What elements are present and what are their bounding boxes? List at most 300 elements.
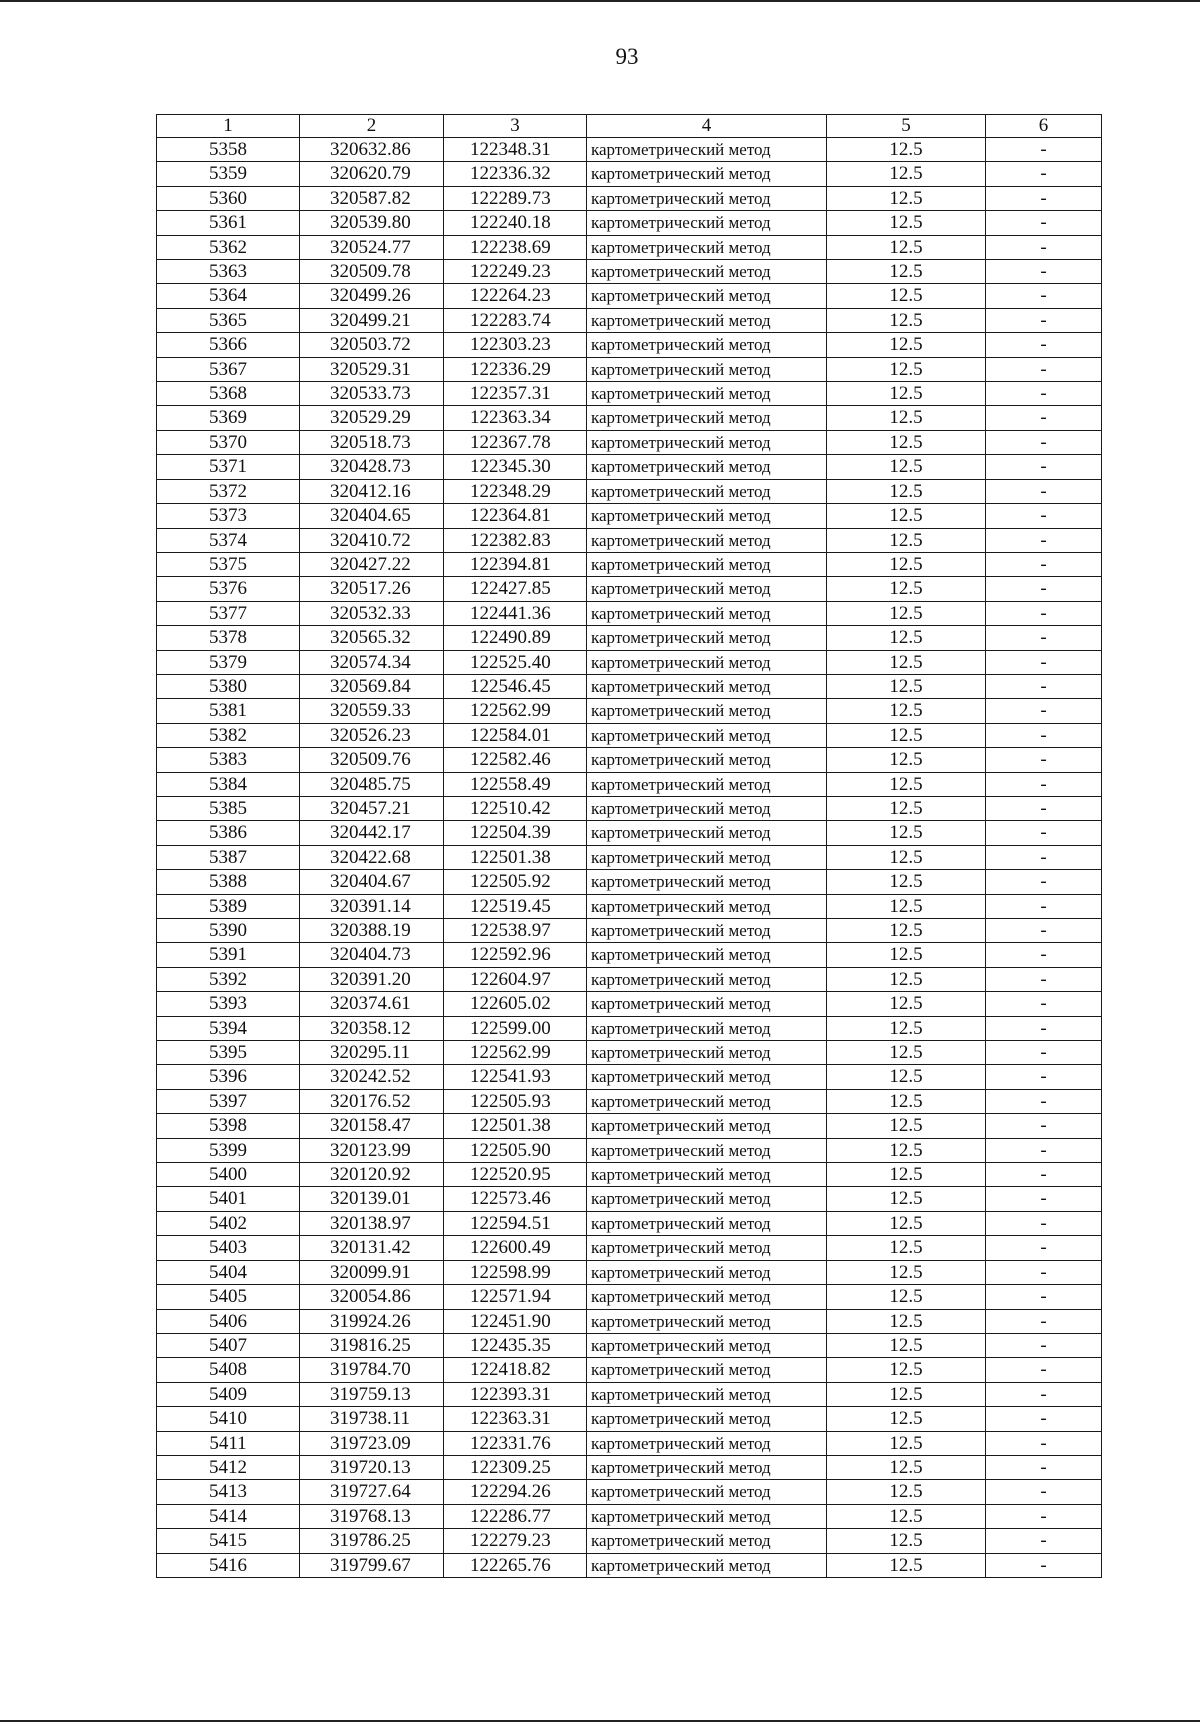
accuracy-cell: 12.5 — [827, 1260, 986, 1284]
table-row — [157, 943, 1102, 967]
table-row — [157, 967, 1102, 991]
method-cell: картометрический метод — [587, 943, 827, 967]
accuracy-cell: 12.5 — [827, 674, 986, 698]
table-row — [157, 1138, 1102, 1162]
table-row — [157, 1089, 1102, 1113]
y-coordinate-cell: 122525.40 — [444, 650, 587, 674]
y-coordinate-cell: 122510.42 — [444, 796, 587, 820]
point-number-cell: 5367 — [157, 357, 300, 381]
x-coordinate-cell: 319768.13 — [300, 1504, 444, 1528]
method-cell: картометрический метод — [587, 1163, 827, 1187]
point-number-cell: 5408 — [157, 1358, 300, 1382]
description-cell: - — [986, 1041, 1102, 1065]
column-header: 3 — [444, 115, 587, 138]
method-cell: картометрический метод — [587, 211, 827, 235]
x-coordinate-cell: 320158.47 — [300, 1114, 444, 1138]
accuracy-cell: 12.5 — [827, 845, 986, 869]
accuracy-cell: 12.5 — [827, 1358, 986, 1382]
method-cell: картометрический метод — [587, 1236, 827, 1260]
x-coordinate-cell: 320485.75 — [300, 772, 444, 796]
y-coordinate-cell: 122364.81 — [444, 504, 587, 528]
table-row — [157, 1529, 1102, 1553]
method-cell: картометрический метод — [587, 552, 827, 576]
description-cell: - — [986, 577, 1102, 601]
table-row — [157, 1504, 1102, 1528]
accuracy-cell: 12.5 — [827, 260, 986, 284]
description-cell: - — [986, 1333, 1102, 1357]
point-number-cell: 5406 — [157, 1309, 300, 1333]
point-number-cell: 5375 — [157, 552, 300, 576]
description-cell: - — [986, 211, 1102, 235]
table-row — [157, 1309, 1102, 1333]
method-cell: картометрический метод — [587, 1285, 827, 1309]
method-cell: картометрический метод — [587, 1358, 827, 1382]
coordinates-table — [156, 114, 1102, 1578]
method-cell: картометрический метод — [587, 430, 827, 454]
accuracy-cell: 12.5 — [827, 333, 986, 357]
method-cell: картометрический метод — [587, 455, 827, 479]
x-coordinate-cell: 320565.32 — [300, 626, 444, 650]
x-coordinate-cell: 320138.97 — [300, 1211, 444, 1235]
x-coordinate-cell: 319799.67 — [300, 1553, 444, 1577]
y-coordinate-cell: 122394.81 — [444, 552, 587, 576]
description-cell: - — [986, 1358, 1102, 1382]
y-coordinate-cell: 122562.99 — [444, 1041, 587, 1065]
point-number-cell: 5377 — [157, 601, 300, 625]
method-cell: картометрический метод — [587, 1138, 827, 1162]
x-coordinate-cell: 320404.65 — [300, 504, 444, 528]
description-cell: - — [986, 333, 1102, 357]
description-cell: - — [986, 186, 1102, 210]
y-coordinate-cell: 122598.99 — [444, 1260, 587, 1284]
method-cell: картометрический метод — [587, 1382, 827, 1406]
point-number-cell: 5363 — [157, 260, 300, 284]
x-coordinate-cell: 320503.72 — [300, 333, 444, 357]
point-number-cell: 5388 — [157, 870, 300, 894]
method-cell: картометрический метод — [587, 748, 827, 772]
description-cell: - — [986, 1211, 1102, 1235]
accuracy-cell: 12.5 — [827, 235, 986, 259]
method-cell: картометрический метод — [587, 894, 827, 918]
table-row — [157, 1187, 1102, 1211]
y-coordinate-cell: 122279.23 — [444, 1529, 587, 1553]
point-number-cell: 5398 — [157, 1114, 300, 1138]
point-number-cell: 5362 — [157, 235, 300, 259]
x-coordinate-cell: 320388.19 — [300, 919, 444, 943]
table-header-row — [157, 115, 1102, 138]
y-coordinate-cell: 122519.45 — [444, 894, 587, 918]
table-row — [157, 601, 1102, 625]
page-top-edge — [0, 0, 1200, 2]
x-coordinate-cell: 319727.64 — [300, 1480, 444, 1504]
point-number-cell: 5378 — [157, 626, 300, 650]
point-number-cell: 5411 — [157, 1431, 300, 1455]
description-cell: - — [986, 699, 1102, 723]
description-cell: - — [986, 1529, 1102, 1553]
x-coordinate-cell: 320574.34 — [300, 650, 444, 674]
accuracy-cell: 12.5 — [827, 430, 986, 454]
x-coordinate-cell: 320391.20 — [300, 967, 444, 991]
description-cell: - — [986, 406, 1102, 430]
point-number-cell: 5365 — [157, 308, 300, 332]
method-cell: картометрический метод — [587, 1553, 827, 1577]
method-cell: картометрический метод — [587, 406, 827, 430]
method-cell: картометрический метод — [587, 919, 827, 943]
y-coordinate-cell: 122504.39 — [444, 821, 587, 845]
y-coordinate-cell: 122582.46 — [444, 748, 587, 772]
y-coordinate-cell: 122538.97 — [444, 919, 587, 943]
method-cell: картометрический метод — [587, 626, 827, 650]
method-cell: картометрический метод — [587, 1504, 827, 1528]
description-cell: - — [986, 601, 1102, 625]
description-cell: - — [986, 528, 1102, 552]
description-cell: - — [986, 504, 1102, 528]
x-coordinate-cell: 320620.79 — [300, 162, 444, 186]
y-coordinate-cell: 122286.77 — [444, 1504, 587, 1528]
x-coordinate-cell: 320517.26 — [300, 577, 444, 601]
table-row — [157, 1480, 1102, 1504]
accuracy-cell: 12.5 — [827, 479, 986, 503]
y-coordinate-cell: 122451.90 — [444, 1309, 587, 1333]
point-number-cell: 5415 — [157, 1529, 300, 1553]
x-coordinate-cell: 320242.52 — [300, 1065, 444, 1089]
accuracy-cell: 12.5 — [827, 455, 986, 479]
method-cell: картометрический метод — [587, 1065, 827, 1089]
accuracy-cell: 12.5 — [827, 1407, 986, 1431]
accuracy-cell: 12.5 — [827, 1553, 986, 1577]
method-cell: картометрический метод — [587, 967, 827, 991]
table-body — [157, 138, 1102, 1578]
x-coordinate-cell: 320559.33 — [300, 699, 444, 723]
point-number-cell: 5395 — [157, 1041, 300, 1065]
description-cell: - — [986, 382, 1102, 406]
point-number-cell: 5360 — [157, 186, 300, 210]
accuracy-cell: 12.5 — [827, 699, 986, 723]
description-cell: - — [986, 260, 1102, 284]
x-coordinate-cell: 320533.73 — [300, 382, 444, 406]
description-cell: - — [986, 845, 1102, 869]
column-header: 4 — [587, 115, 827, 138]
point-number-cell: 5374 — [157, 528, 300, 552]
description-cell: - — [986, 1553, 1102, 1577]
table-row — [157, 772, 1102, 796]
method-cell: картометрический метод — [587, 1016, 827, 1040]
accuracy-cell: 12.5 — [827, 772, 986, 796]
accuracy-cell: 12.5 — [827, 308, 986, 332]
point-number-cell: 5364 — [157, 284, 300, 308]
x-coordinate-cell: 320529.31 — [300, 357, 444, 381]
table-row — [157, 1431, 1102, 1455]
y-coordinate-cell: 122336.29 — [444, 357, 587, 381]
accuracy-cell: 12.5 — [827, 1138, 986, 1162]
point-number-cell: 5394 — [157, 1016, 300, 1040]
point-number-cell: 5376 — [157, 577, 300, 601]
description-cell: - — [986, 1504, 1102, 1528]
y-coordinate-cell: 122520.95 — [444, 1163, 587, 1187]
method-cell: картометрический метод — [587, 284, 827, 308]
y-coordinate-cell: 122501.38 — [444, 1114, 587, 1138]
description-cell: - — [986, 1089, 1102, 1113]
y-coordinate-cell: 122505.90 — [444, 1138, 587, 1162]
point-number-cell: 5399 — [157, 1138, 300, 1162]
accuracy-cell: 12.5 — [827, 211, 986, 235]
description-cell: - — [986, 1163, 1102, 1187]
table-row — [157, 357, 1102, 381]
description-cell: - — [986, 308, 1102, 332]
method-cell: картометрический метод — [587, 674, 827, 698]
point-number-cell: 5373 — [157, 504, 300, 528]
description-cell: - — [986, 1285, 1102, 1309]
accuracy-cell: 12.5 — [827, 577, 986, 601]
point-number-cell: 5401 — [157, 1187, 300, 1211]
x-coordinate-cell: 320442.17 — [300, 821, 444, 845]
table-row — [157, 894, 1102, 918]
accuracy-cell: 12.5 — [827, 723, 986, 747]
point-number-cell: 5384 — [157, 772, 300, 796]
x-coordinate-cell: 320123.99 — [300, 1138, 444, 1162]
table-row — [157, 577, 1102, 601]
y-coordinate-cell: 122249.23 — [444, 260, 587, 284]
column-header: 5 — [827, 115, 986, 138]
y-coordinate-cell: 122490.89 — [444, 626, 587, 650]
method-cell: картометрический метод — [587, 1529, 827, 1553]
table-row — [157, 1260, 1102, 1284]
description-cell: - — [986, 894, 1102, 918]
description-cell: - — [986, 455, 1102, 479]
point-number-cell: 5392 — [157, 967, 300, 991]
x-coordinate-cell: 320499.21 — [300, 308, 444, 332]
y-coordinate-cell: 122558.49 — [444, 772, 587, 796]
x-coordinate-cell: 319720.13 — [300, 1455, 444, 1479]
accuracy-cell: 12.5 — [827, 504, 986, 528]
table-row — [157, 382, 1102, 406]
x-coordinate-cell: 320099.91 — [300, 1260, 444, 1284]
x-coordinate-cell: 320499.26 — [300, 284, 444, 308]
x-coordinate-cell: 320569.84 — [300, 674, 444, 698]
y-coordinate-cell: 122418.82 — [444, 1358, 587, 1382]
accuracy-cell: 12.5 — [827, 601, 986, 625]
point-number-cell: 5379 — [157, 650, 300, 674]
x-coordinate-cell: 319924.26 — [300, 1309, 444, 1333]
description-cell: - — [986, 284, 1102, 308]
table-row — [157, 845, 1102, 869]
table-row — [157, 406, 1102, 430]
x-coordinate-cell: 319784.70 — [300, 1358, 444, 1382]
description-cell: - — [986, 796, 1102, 820]
table-row — [157, 284, 1102, 308]
description-cell: - — [986, 357, 1102, 381]
method-cell: картометрический метод — [587, 1480, 827, 1504]
y-coordinate-cell: 122441.36 — [444, 601, 587, 625]
accuracy-cell: 12.5 — [827, 1333, 986, 1357]
y-coordinate-cell: 122435.35 — [444, 1333, 587, 1357]
table-row — [157, 430, 1102, 454]
x-coordinate-cell: 320524.77 — [300, 235, 444, 259]
point-number-cell: 5391 — [157, 943, 300, 967]
method-cell: картометрический метод — [587, 1187, 827, 1211]
method-cell: картометрический метод — [587, 333, 827, 357]
x-coordinate-cell: 320176.52 — [300, 1089, 444, 1113]
table-row — [157, 699, 1102, 723]
method-cell: картометрический метод — [587, 723, 827, 747]
accuracy-cell: 12.5 — [827, 1187, 986, 1211]
description-cell: - — [986, 919, 1102, 943]
table-row — [157, 870, 1102, 894]
accuracy-cell: 12.5 — [827, 186, 986, 210]
description-cell: - — [986, 479, 1102, 503]
point-number-cell: 5412 — [157, 1455, 300, 1479]
accuracy-cell: 12.5 — [827, 626, 986, 650]
table-row — [157, 723, 1102, 747]
description-cell: - — [986, 650, 1102, 674]
accuracy-cell: 12.5 — [827, 1114, 986, 1138]
table-row — [157, 552, 1102, 576]
description-cell: - — [986, 943, 1102, 967]
method-cell: картометрический метод — [587, 870, 827, 894]
accuracy-cell: 12.5 — [827, 1041, 986, 1065]
x-coordinate-cell: 320374.61 — [300, 992, 444, 1016]
column-header: 6 — [986, 115, 1102, 138]
table-row — [157, 1333, 1102, 1357]
method-cell: картометрический метод — [587, 235, 827, 259]
accuracy-cell: 12.5 — [827, 1480, 986, 1504]
accuracy-cell: 12.5 — [827, 357, 986, 381]
method-cell: картометрический метод — [587, 1260, 827, 1284]
description-cell: - — [986, 748, 1102, 772]
accuracy-cell: 12.5 — [827, 1285, 986, 1309]
description-cell: - — [986, 1016, 1102, 1040]
accuracy-cell: 12.5 — [827, 1211, 986, 1235]
x-coordinate-cell: 320422.68 — [300, 845, 444, 869]
description-cell: - — [986, 992, 1102, 1016]
method-cell: картометрический метод — [587, 479, 827, 503]
accuracy-cell: 12.5 — [827, 821, 986, 845]
y-coordinate-cell: 122238.69 — [444, 235, 587, 259]
table-row — [157, 308, 1102, 332]
table-row — [157, 1163, 1102, 1187]
table-row — [157, 1455, 1102, 1479]
x-coordinate-cell: 319723.09 — [300, 1431, 444, 1455]
point-number-cell: 5409 — [157, 1382, 300, 1406]
point-number-cell: 5413 — [157, 1480, 300, 1504]
point-number-cell: 5414 — [157, 1504, 300, 1528]
y-coordinate-cell: 122348.29 — [444, 479, 587, 503]
method-cell: картометрический метод — [587, 504, 827, 528]
accuracy-cell: 12.5 — [827, 552, 986, 576]
x-coordinate-cell: 320532.33 — [300, 601, 444, 625]
description-cell: - — [986, 967, 1102, 991]
accuracy-cell: 12.5 — [827, 1089, 986, 1113]
method-cell: картометрический метод — [587, 186, 827, 210]
table-row — [157, 1041, 1102, 1065]
y-coordinate-cell: 122505.92 — [444, 870, 587, 894]
y-coordinate-cell: 122309.25 — [444, 1455, 587, 1479]
method-cell: картометрический метод — [587, 992, 827, 1016]
x-coordinate-cell: 320526.23 — [300, 723, 444, 747]
x-coordinate-cell: 319759.13 — [300, 1382, 444, 1406]
x-coordinate-cell: 320404.67 — [300, 870, 444, 894]
point-number-cell: 5387 — [157, 845, 300, 869]
accuracy-cell: 12.5 — [827, 1455, 986, 1479]
description-cell: - — [986, 1382, 1102, 1406]
point-number-cell: 5385 — [157, 796, 300, 820]
y-coordinate-cell: 122265.76 — [444, 1553, 587, 1577]
description-cell: - — [986, 162, 1102, 186]
accuracy-cell: 12.5 — [827, 992, 986, 1016]
x-coordinate-cell: 320295.11 — [300, 1041, 444, 1065]
x-coordinate-cell: 320428.73 — [300, 455, 444, 479]
x-coordinate-cell: 320509.78 — [300, 260, 444, 284]
accuracy-cell: 12.5 — [827, 1236, 986, 1260]
description-cell: - — [986, 870, 1102, 894]
description-cell: - — [986, 772, 1102, 796]
method-cell: картометрический метод — [587, 1211, 827, 1235]
accuracy-cell: 12.5 — [827, 1504, 986, 1528]
method-cell: картометрический метод — [587, 1333, 827, 1357]
description-cell: - — [986, 430, 1102, 454]
accuracy-cell: 12.5 — [827, 967, 986, 991]
table-row — [157, 211, 1102, 235]
method-cell: картометрический метод — [587, 1089, 827, 1113]
point-number-cell: 5386 — [157, 821, 300, 845]
y-coordinate-cell: 122393.31 — [444, 1382, 587, 1406]
accuracy-cell: 12.5 — [827, 1163, 986, 1187]
y-coordinate-cell: 122336.32 — [444, 162, 587, 186]
table-row — [157, 1285, 1102, 1309]
y-coordinate-cell: 122240.18 — [444, 211, 587, 235]
accuracy-cell: 12.5 — [827, 162, 986, 186]
x-coordinate-cell: 319738.11 — [300, 1407, 444, 1431]
x-coordinate-cell: 319786.25 — [300, 1529, 444, 1553]
y-coordinate-cell: 122363.31 — [444, 1407, 587, 1431]
description-cell: - — [986, 1065, 1102, 1089]
table-row — [157, 992, 1102, 1016]
point-number-cell: 5400 — [157, 1163, 300, 1187]
y-coordinate-cell: 122283.74 — [444, 308, 587, 332]
y-coordinate-cell: 122605.02 — [444, 992, 587, 1016]
description-cell: - — [986, 723, 1102, 747]
point-number-cell: 5405 — [157, 1285, 300, 1309]
accuracy-cell: 12.5 — [827, 748, 986, 772]
x-coordinate-cell: 320518.73 — [300, 430, 444, 454]
table-row — [157, 528, 1102, 552]
y-coordinate-cell: 122348.31 — [444, 138, 587, 162]
table-row — [157, 455, 1102, 479]
description-cell: - — [986, 821, 1102, 845]
point-number-cell: 5403 — [157, 1236, 300, 1260]
accuracy-cell: 12.5 — [827, 919, 986, 943]
y-coordinate-cell: 122541.93 — [444, 1065, 587, 1089]
accuracy-cell: 12.5 — [827, 528, 986, 552]
accuracy-cell: 12.5 — [827, 1309, 986, 1333]
table-row — [157, 748, 1102, 772]
x-coordinate-cell: 320358.12 — [300, 1016, 444, 1040]
description-cell: - — [986, 1187, 1102, 1211]
description-cell: - — [986, 1431, 1102, 1455]
accuracy-cell: 12.5 — [827, 1382, 986, 1406]
point-number-cell: 5396 — [157, 1065, 300, 1089]
point-number-cell: 5407 — [157, 1333, 300, 1357]
y-coordinate-cell: 122505.93 — [444, 1089, 587, 1113]
method-cell: картометрический метод — [587, 699, 827, 723]
method-cell: картометрический метод — [587, 357, 827, 381]
y-coordinate-cell: 122604.97 — [444, 967, 587, 991]
point-number-cell: 5361 — [157, 211, 300, 235]
method-cell: картометрический метод — [587, 1431, 827, 1455]
point-number-cell: 5397 — [157, 1089, 300, 1113]
accuracy-cell: 12.5 — [827, 870, 986, 894]
x-coordinate-cell: 320139.01 — [300, 1187, 444, 1211]
